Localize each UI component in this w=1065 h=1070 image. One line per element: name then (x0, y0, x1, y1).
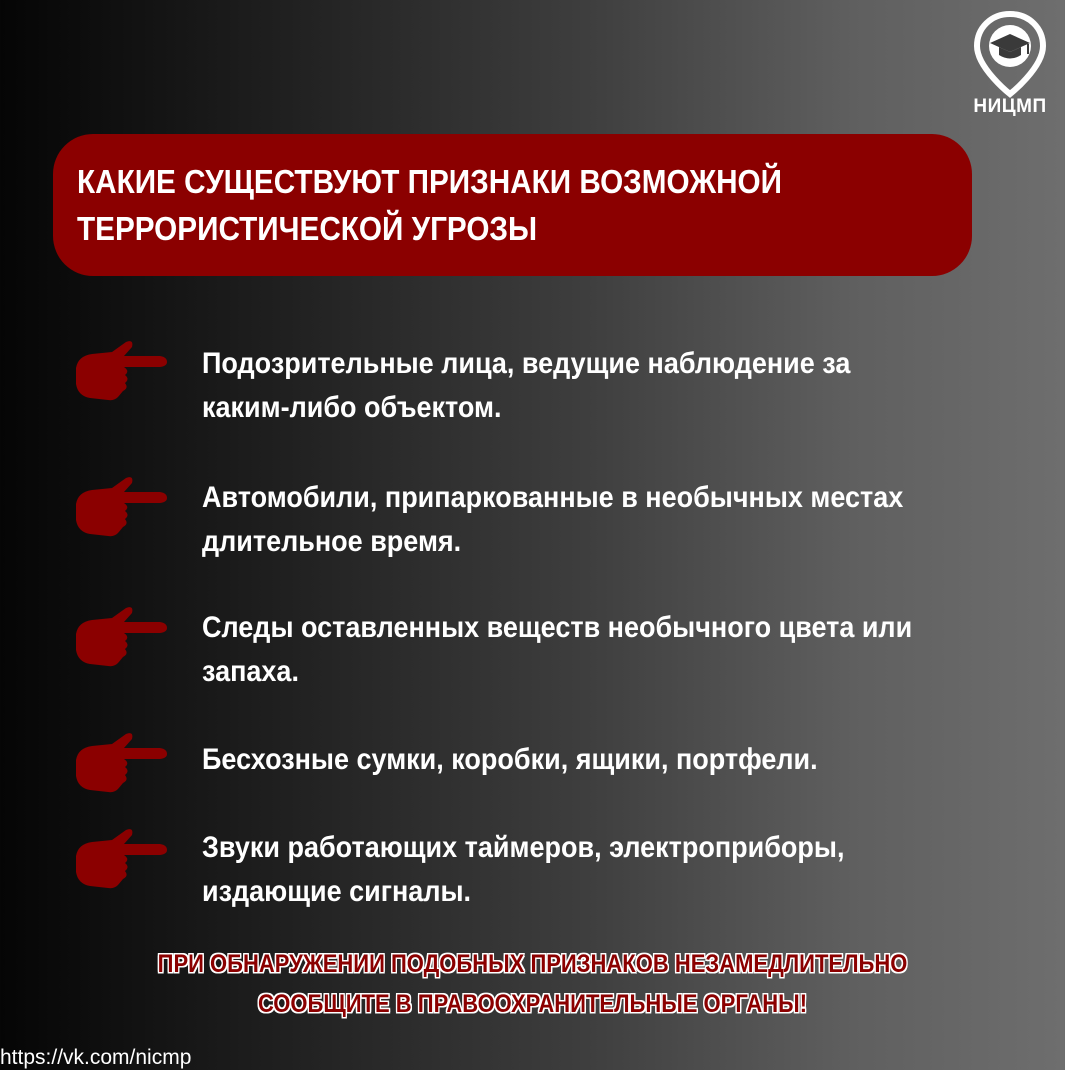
pointing-hand-icon (68, 338, 168, 402)
logo (958, 10, 1062, 122)
warning-text (64, 944, 1001, 1024)
item-line-1: Бесхозные сумки, коробки, ящики, портфели. (202, 743, 818, 776)
item-line-2: издающие сигналы. (202, 875, 472, 908)
item-text (202, 738, 940, 782)
logo-text: НИЦМП (973, 96, 1047, 117)
item-text (202, 476, 940, 564)
item-text (202, 606, 940, 694)
item-line-1: Подозрительные лица, ведущие наблюдение за (202, 347, 851, 380)
page-title (77, 158, 883, 252)
warning-line-2: СООБЩИТЕ В ПРАВООХРАНИТЕЛЬНЫЕ ОРГАНЫ! (257, 990, 808, 1018)
graduation-cap-pin-icon (972, 10, 1048, 100)
item-line-1: Следы оставленных веществ необычного цвета или (202, 611, 913, 644)
title-line-1: КАКИЕ СУЩЕСТВУЮТ ПРИЗНАКИ ВОЗМОЖНОЙ (77, 163, 782, 200)
item-text (202, 342, 940, 430)
item-text (202, 826, 940, 914)
pointing-hand-icon (68, 474, 168, 538)
warning-line-1: ПРИ ОБНАРУЖЕНИИ ПОДОБНЫХ ПРИЗНАКОВ НЕЗАМЕДЛИТЕЛЬНО (157, 950, 908, 978)
item-line-1: Звуки работающих таймеров, электроприборы, (202, 831, 845, 864)
item-line-2: каким-либо объектом. (202, 391, 502, 424)
item-line-2: длительное время. (202, 525, 462, 558)
pointing-hand-icon (68, 730, 168, 794)
pointing-hand-icon (68, 826, 168, 890)
pointing-hand-icon (68, 604, 168, 668)
item-line-1: Автомобили, припаркованные в необычных местах (202, 481, 904, 514)
title-line-2: ТЕРРОРИСТИЧЕСКОЙ УГРОЗЫ (77, 210, 538, 247)
source-url[interactable]: https://vk.com/nicmp (0, 1046, 192, 1069)
item-line-2: запаха. (202, 655, 299, 688)
title-banner (53, 134, 972, 276)
